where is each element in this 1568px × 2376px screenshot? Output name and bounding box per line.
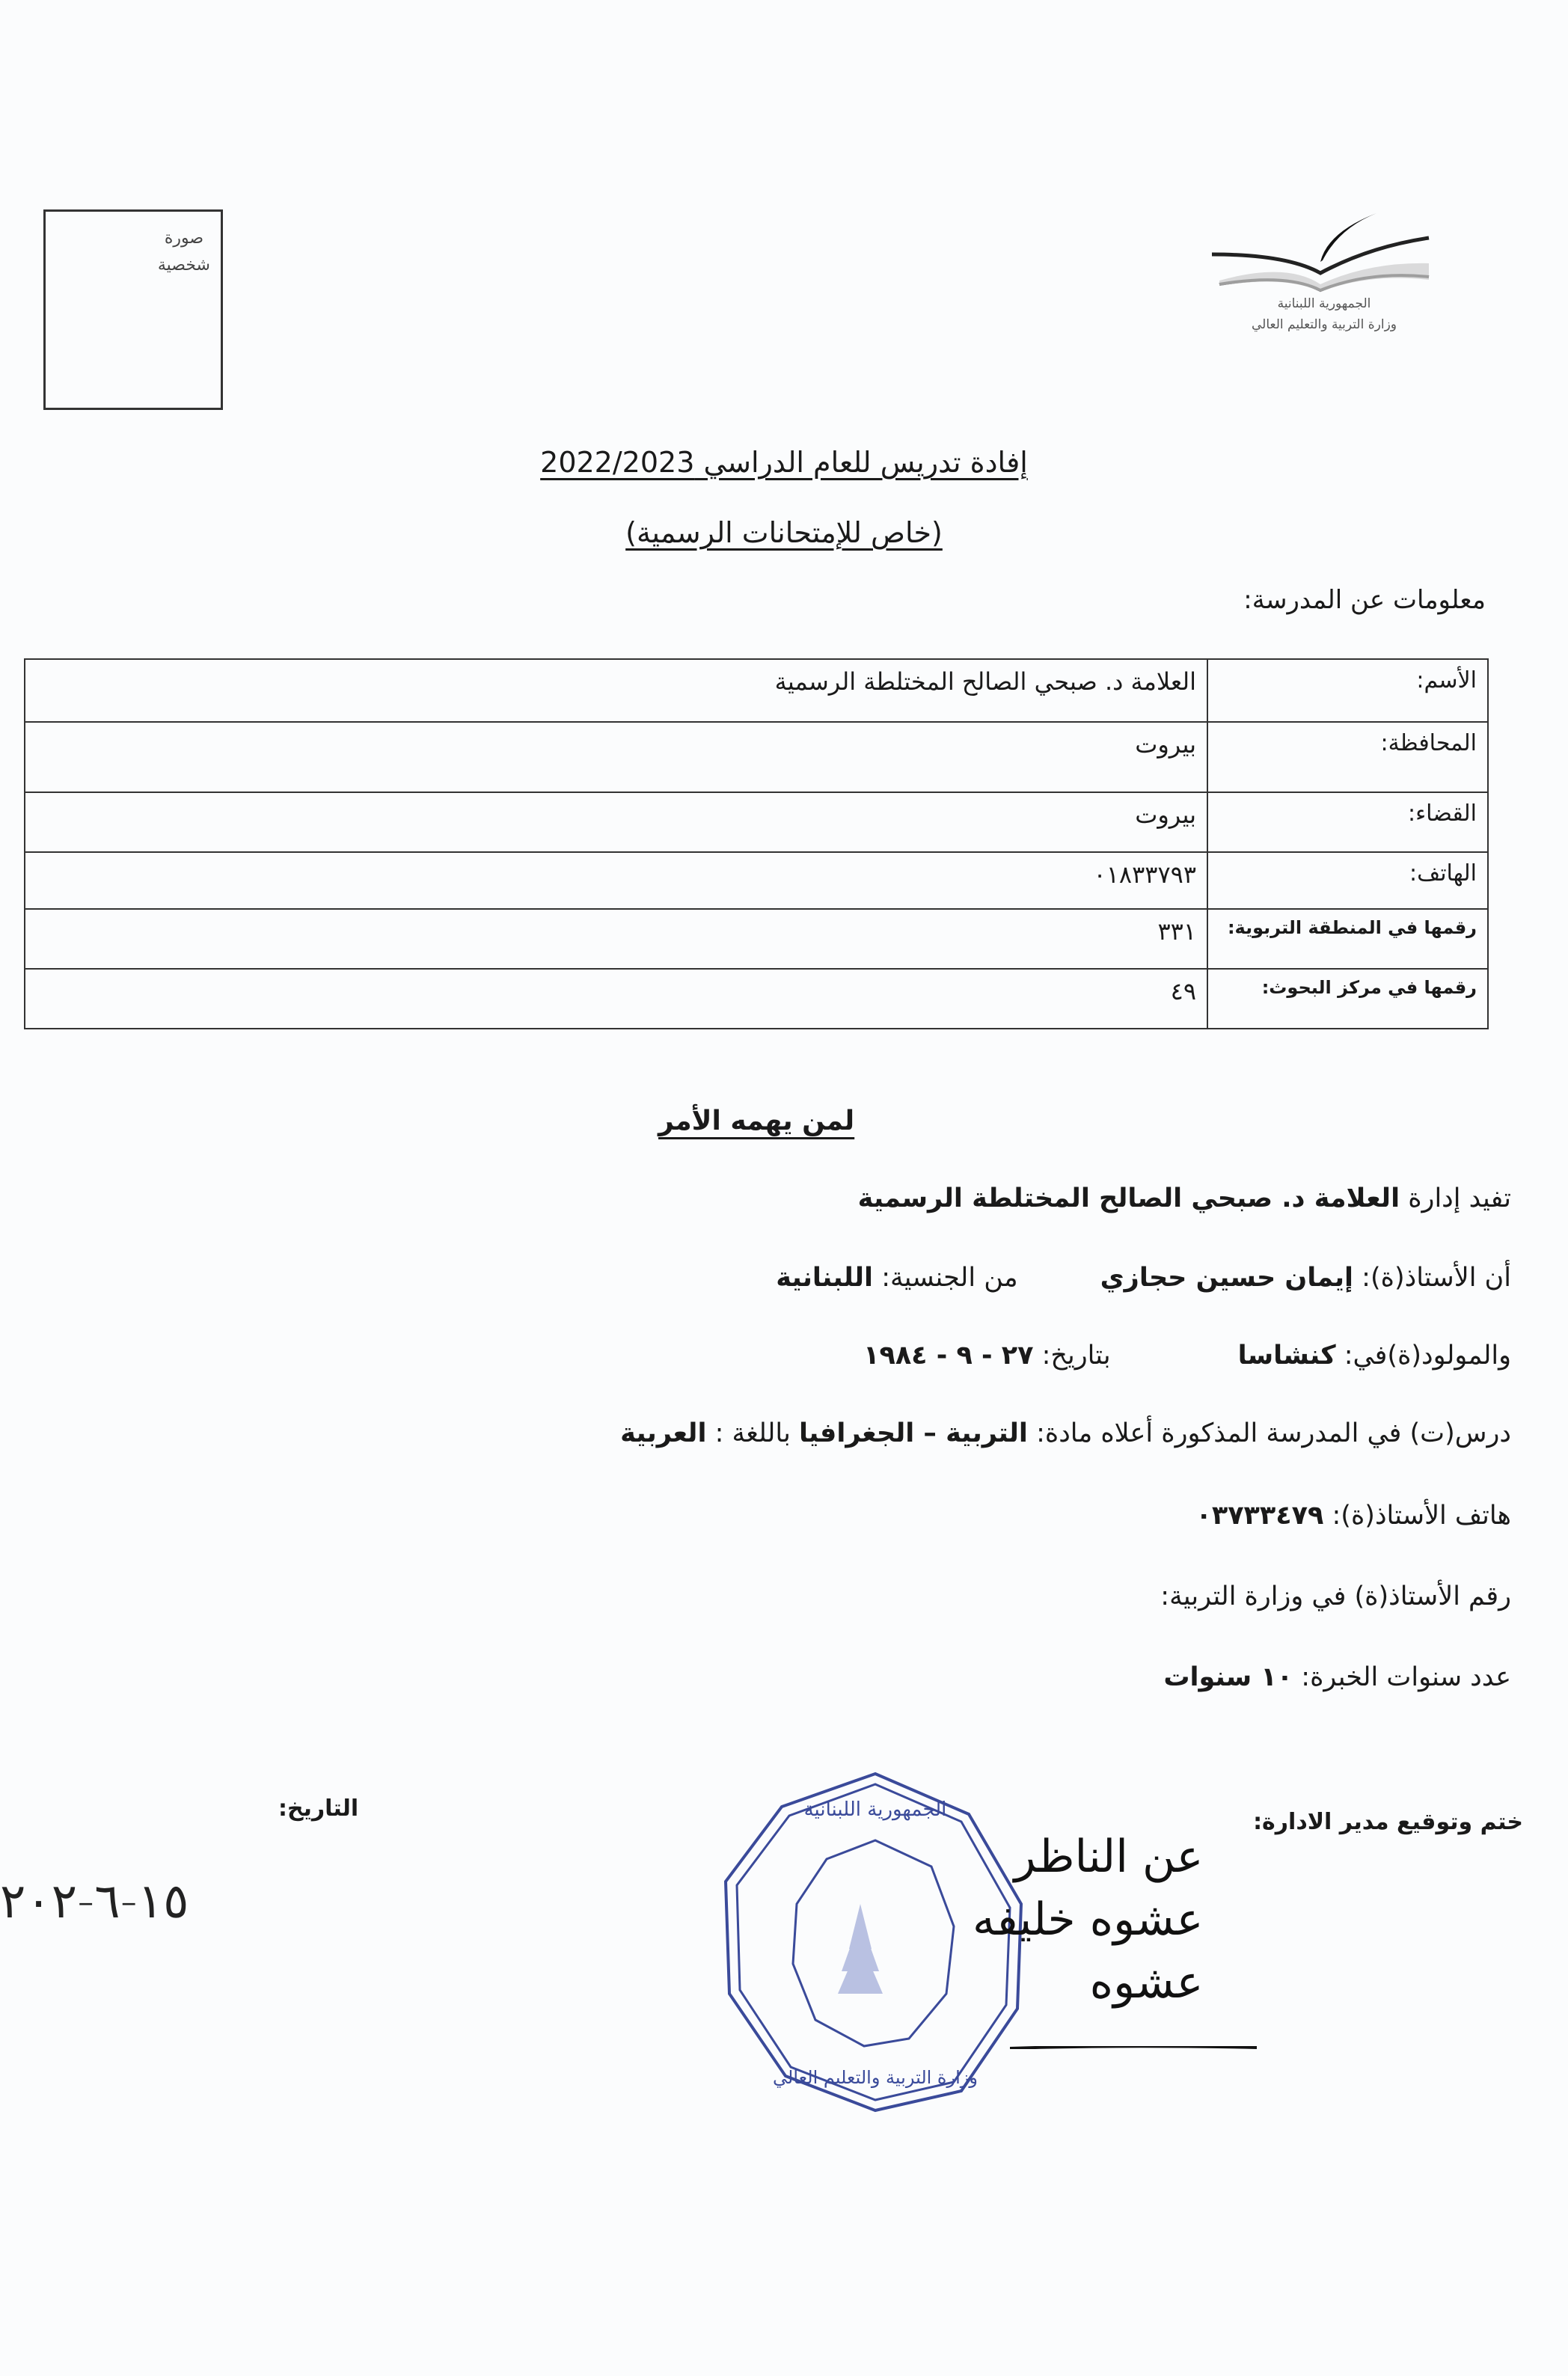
body-line-experience [1163, 1662, 1511, 1692]
table-row [25, 909, 1488, 969]
signature-line: عن الناظر [1014, 1831, 1204, 1883]
photo-label [158, 225, 210, 279]
subtitle-text: (خاص للإمتحانات الرسمية) [625, 516, 943, 549]
birth-date: ٢٧ - ٩ - ١٩٨٤ [863, 1341, 1034, 1371]
logo-line: الجمهورية اللبنانية [1277, 296, 1371, 311]
signature-line: عشوه خليفه [973, 1893, 1204, 1946]
photo-placeholder-box [43, 209, 223, 410]
row-label: الأسم: [1207, 659, 1488, 722]
text: بتاريخ: [1041, 1341, 1111, 1371]
body-line-subject [620, 1418, 1511, 1448]
text: رقم الأستاذ(ة) في وزارة التربية: [1160, 1582, 1511, 1611]
logo-line: وزارة التربية والتعليم العالي [1251, 317, 1397, 332]
stamp-top-text: الجمهورية اللبنانية [803, 1798, 947, 1821]
handwritten-signature [973, 1825, 1203, 2014]
table-row [25, 792, 1488, 852]
row-value: ٣٣١ [25, 909, 1207, 969]
handwritten-date: ١٥-٦-٢٠٢ [0, 1874, 189, 1929]
row-label: رقمها في المنطقة التربوية: [1207, 909, 1488, 969]
body-line-teacher [776, 1263, 1511, 1293]
row-value: بيروت [25, 722, 1207, 792]
body-line-ministry-number [1160, 1582, 1511, 1611]
table-row [25, 722, 1488, 792]
photo-label-line: صورة [164, 229, 204, 248]
document-subtitle [0, 516, 1568, 549]
nationality: اللبنانية [776, 1263, 874, 1293]
table-row [25, 969, 1488, 1029]
school-info-heading: معلومات عن المدرسة: [1243, 585, 1486, 615]
body-line-phone [1195, 1501, 1511, 1531]
date-label: التاريخ: [278, 1795, 359, 1822]
logo-text [1197, 293, 1451, 335]
language: العربية [620, 1418, 707, 1448]
table-row [25, 659, 1488, 722]
body-line-birth [863, 1341, 1511, 1371]
teacher-name: إيمان حسين حجازي [1100, 1263, 1354, 1293]
experience-years: ١٠ سنوات [1163, 1662, 1293, 1692]
document-title [0, 446, 1568, 479]
table-row [25, 852, 1488, 909]
row-value: بيروت [25, 792, 1207, 852]
row-value: ٤٩ [25, 969, 1207, 1029]
text: عدد سنوات الخبرة: [1301, 1662, 1511, 1692]
text: تفيد إدارة [1408, 1184, 1511, 1213]
school-name: العلامة د. صبحي الصالح المختلطة الرسمية [857, 1184, 1400, 1213]
photo-label-line: شخصية [157, 256, 210, 275]
text: أن الأستاذ(ة): [1362, 1263, 1511, 1293]
text: باللغة : [714, 1418, 791, 1448]
signature-underline [1010, 2046, 1257, 2049]
row-value: العلامة د. صبحي الصالح المختلطة الرسمية [25, 659, 1207, 722]
school-info-table [24, 658, 1489, 1029]
row-label: رقمها في مركز البحوث: [1207, 969, 1488, 1029]
signature-line: عشوه [1089, 1956, 1204, 2009]
row-value: ٠١٨٣٣٧٩٣ [25, 852, 1207, 909]
row-label: الهاتف: [1207, 852, 1488, 909]
text: هاتف الأستاذ(ة): [1332, 1501, 1511, 1531]
text: والمولود(ة)في: [1344, 1341, 1511, 1371]
signature-label: ختم وتوقيع مدير الادارة: [1253, 1809, 1523, 1835]
body-line-school [858, 1184, 1511, 1213]
teacher-phone: ٠٣٧٣٣٤٧٩ [1195, 1501, 1324, 1531]
stamp-bottom-text: وزارة التربية والتعليم العالي [773, 2067, 978, 2088]
birth-place: كنشاسا [1237, 1341, 1336, 1371]
text: درس(ت) في المدرسة المذكورة أعلاه مادة: [1036, 1418, 1511, 1448]
row-label: القضاء: [1207, 792, 1488, 852]
title-text: إفادة تدريس للعام الدراسي 2022/2023 [540, 446, 1028, 479]
row-label: المحافظة: [1207, 722, 1488, 792]
to-whom-it-may-concern-heading: لمن يهمه الأمر [658, 1106, 855, 1136]
subject: التربية – الجغرافيا [798, 1418, 1028, 1448]
text: من الجنسية: [881, 1263, 1018, 1293]
